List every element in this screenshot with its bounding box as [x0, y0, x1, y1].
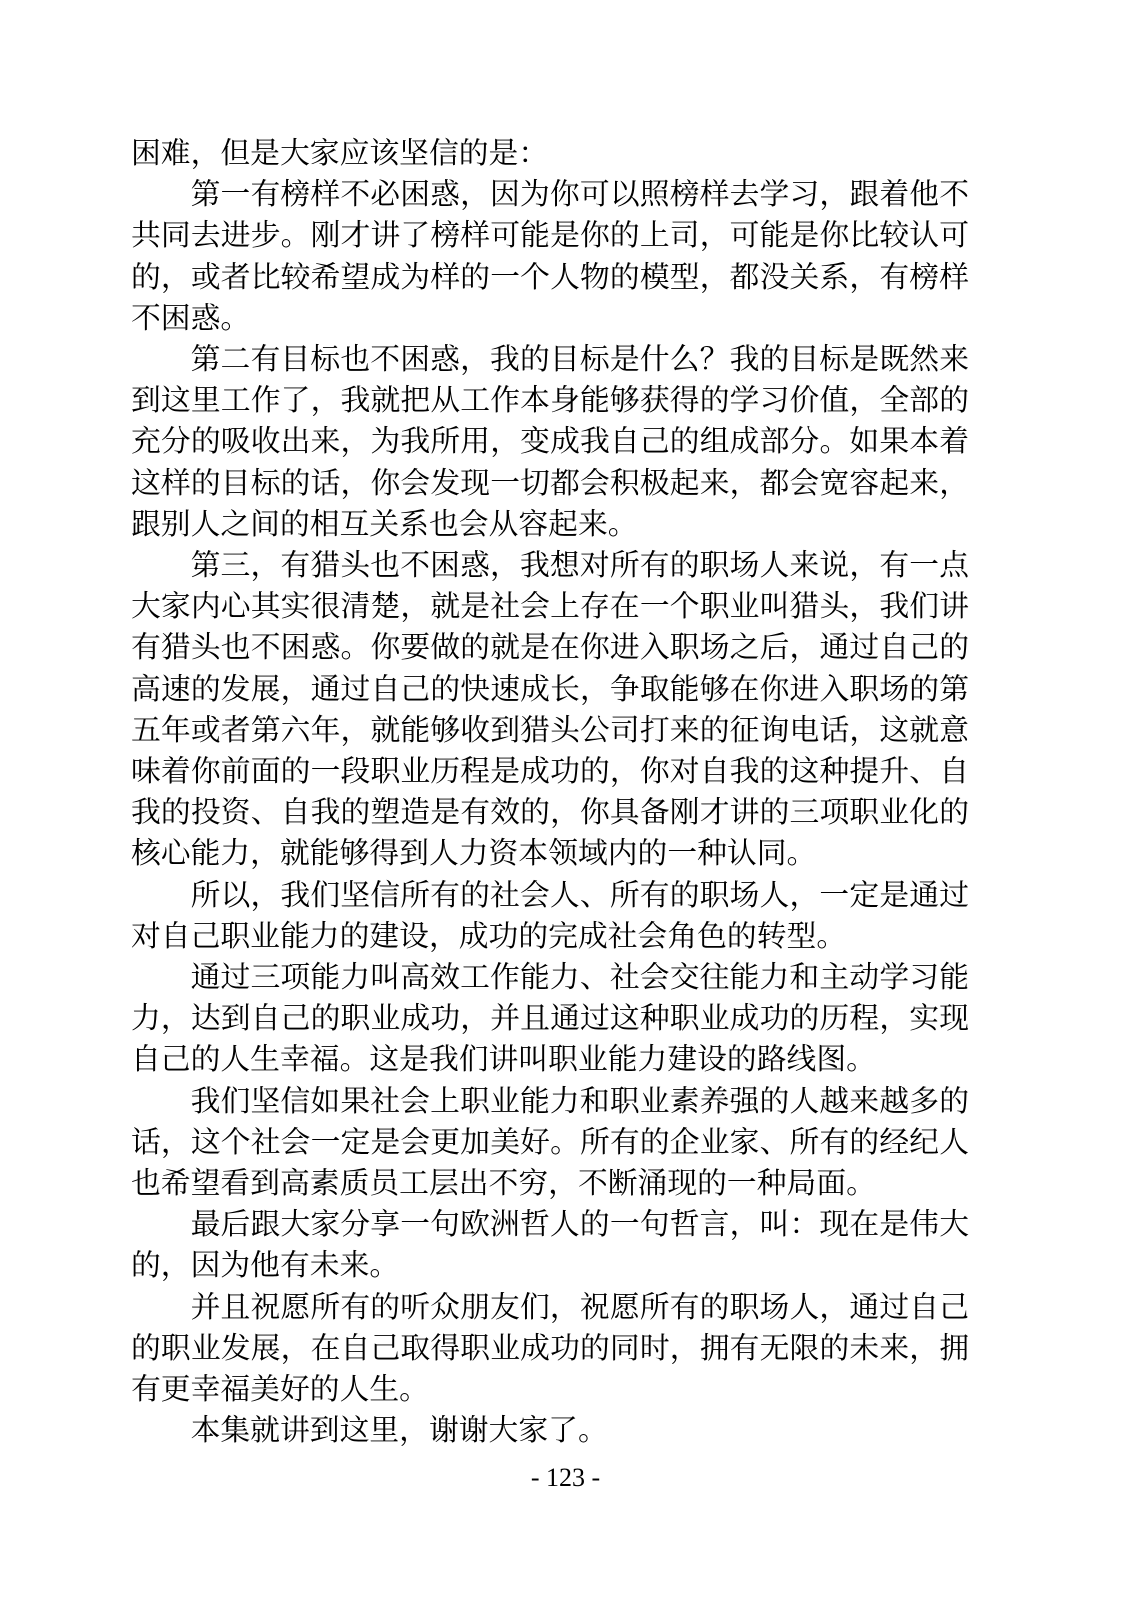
body-text — [131, 133, 969, 1452]
paragraph: 并且祝愿所有的听众朋友们，祝愿所有的职场人，通过自己的职业发展，在自己取得职业成功的同时，拥有无限的未来，拥有更幸福美好的人生。 — [131, 1290, 969, 1407]
paragraph: 本集就讲到这里，谢谢大家了。 — [190, 1414, 608, 1448]
paragraph-continuation: 困难，但是大家应该坚信的是： — [131, 137, 549, 170]
paragraph: 所以，我们坚信所有的社会人、所有的职场人，一定是通过对自己职业能力的建设，成功的完成社会角色的转型。 — [131, 878, 969, 953]
paragraph: 我们坚信如果社会上职业能力和职业素养强的人越来越多的话，这个社会一定是会更加美好。所有的企业家、所有的经纪人也希望看到高素质员工层出不穷，不断涌现的一种局面。 — [131, 1084, 969, 1201]
page-number: - 123 - — [530, 1463, 601, 1492]
paragraph: 最后跟大家分享一句欧洲哲人的一句哲言，叫：现在是伟大的，因为他有未来。 — [131, 1208, 969, 1283]
paragraph: 第二有目标也不困惑，我的目标是什么？我的目标是既然来到这里工作了，我就把从工作本身能够获得的学习价值，全部的充分的吸收出来，为我所用，变成我自己的组成部分。如果本着这样的目标的话，你会发现一切都会积极起来，都会宽容起来，跟别人之间的相互关系也会从容起来。 — [131, 343, 969, 541]
paragraph: 第一有榜样不必困惑，因为你可以照榜样去学习，跟着他不共同去进步。刚才讲了榜样可能是你的上司，可能是你比较认可的，或者比较希望成为样的一个人物的模型，都没关系，有榜样不困惑。 — [131, 178, 969, 335]
paragraph: 第三，有猎头也不困惑，我想对所有的职场人来说，有一点大家内心其实很清楚，就是社会上存在一个职业叫猎头，我们讲有猎头也不困惑。你要做的就是在你进入职场之后，通过自己的高速的发展，通过自己的快速成长，争取能够在你进入职场的第五年或者第六年，就能够收到猎头公司打来的征询电话，这就意味着你前面的一段职业历程是成功的，你对自我的这种提升、自我的投资、自我的塑造是有效的，你具备刚才讲的三项职业化的核心能力，就能够得到人力资本领域内的一种认同。 — [131, 549, 969, 871]
paragraph: 通过三项能力叫高效工作能力、社会交往能力和主动学习能力，达到自己的职业成功，并且通过这种职业成功的历程，实现自己的人生幸福。这是我们讲叫职业能力建设的路线图。 — [131, 961, 969, 1077]
